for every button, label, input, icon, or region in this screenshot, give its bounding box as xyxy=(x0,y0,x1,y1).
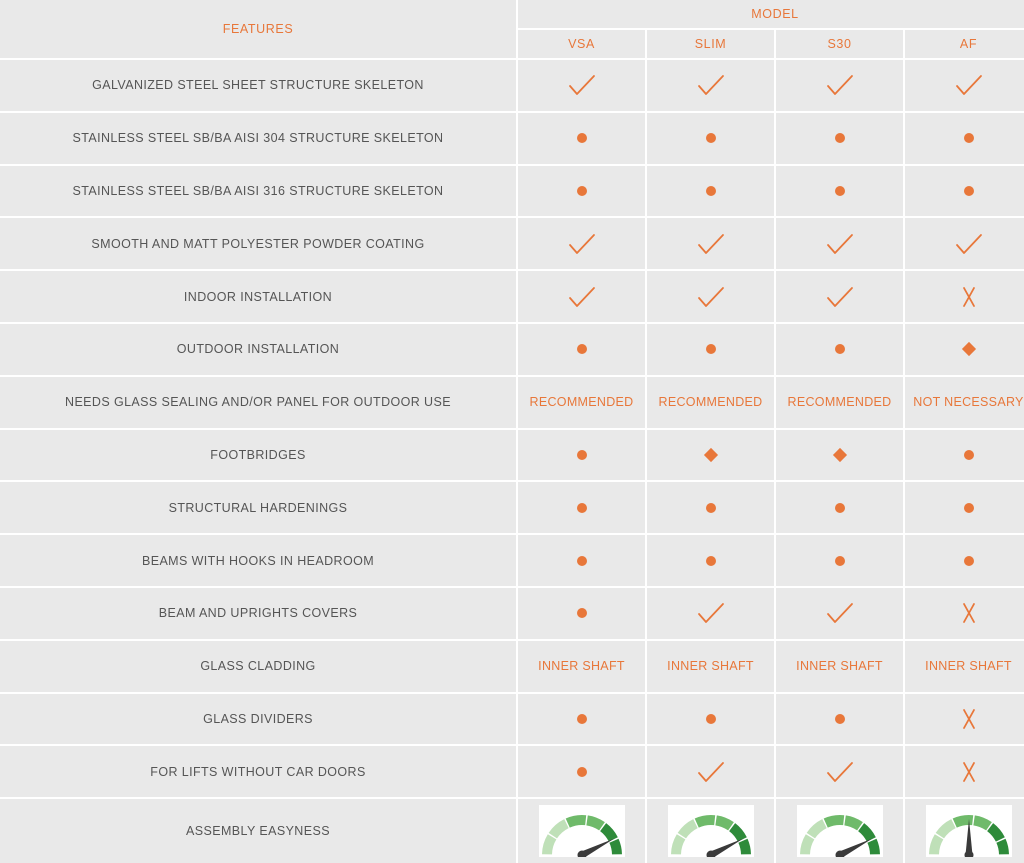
value-text: RECOMMENDED xyxy=(529,395,634,410)
check-icon xyxy=(567,73,597,97)
check-icon xyxy=(825,285,855,309)
value-cell-slim xyxy=(647,694,774,745)
feature-label: GLASS CLADDING xyxy=(0,641,516,692)
dot-icon xyxy=(835,556,845,566)
value-cell-vsa xyxy=(518,324,645,375)
check-icon xyxy=(567,285,597,309)
check-icon xyxy=(696,760,726,784)
gauge-icon xyxy=(668,805,754,857)
value-text: INNER SHAFT xyxy=(667,659,754,674)
dot-icon xyxy=(835,503,845,513)
dot-icon xyxy=(577,133,587,143)
feature-label: STAINLESS STEEL SB/BA AISI 304 STRUCTURE SKELETON xyxy=(0,113,516,164)
value-text: NOT NECESSARY xyxy=(913,395,1024,410)
value-cell-slim xyxy=(647,535,774,586)
value-cell-af xyxy=(905,113,1024,164)
feature-label: STAINLESS STEEL SB/BA AISI 316 STRUCTURE SKELETON xyxy=(0,166,516,217)
value-cell-af xyxy=(905,271,1024,322)
dot-icon xyxy=(835,714,845,724)
value-cell-s30 xyxy=(776,535,903,586)
check-icon xyxy=(825,601,855,625)
value-cell-vsa xyxy=(518,641,645,692)
value-cell-s30 xyxy=(776,430,903,481)
value-cell-slim xyxy=(647,60,774,111)
value-cell-af xyxy=(905,377,1024,428)
dot-icon xyxy=(706,186,716,196)
value-cell-af xyxy=(905,482,1024,533)
feature-label: FOR LIFTS WITHOUT CAR DOORS xyxy=(0,746,516,797)
value-cell-af xyxy=(905,324,1024,375)
check-icon xyxy=(825,760,855,784)
value-cell-slim xyxy=(647,482,774,533)
value-cell-vsa xyxy=(518,694,645,745)
dot-icon xyxy=(577,556,587,566)
value-cell-af xyxy=(905,799,1024,863)
cross-icon xyxy=(961,601,977,625)
value-cell-vsa xyxy=(518,113,645,164)
model-slim-header: SLIM xyxy=(647,30,774,58)
dot-icon xyxy=(577,344,587,354)
feature-label: OUTDOOR INSTALLATION xyxy=(0,324,516,375)
value-cell-slim xyxy=(647,113,774,164)
value-cell-slim xyxy=(647,588,774,639)
check-icon xyxy=(954,73,984,97)
dot-icon xyxy=(706,344,716,354)
gauge-icon xyxy=(539,805,625,857)
value-text: RECOMMENDED xyxy=(658,395,763,410)
dot-icon xyxy=(577,608,587,618)
value-cell-s30 xyxy=(776,694,903,745)
features-header: FEATURES xyxy=(0,0,516,58)
cross-icon xyxy=(961,285,977,309)
value-cell-slim xyxy=(647,799,774,863)
dot-icon xyxy=(964,503,974,513)
value-cell-af xyxy=(905,60,1024,111)
value-cell-af xyxy=(905,588,1024,639)
value-text: INNER SHAFT xyxy=(796,659,883,674)
dot-icon xyxy=(706,503,716,513)
value-cell-vsa xyxy=(518,746,645,797)
check-icon xyxy=(696,601,726,625)
diamond-icon xyxy=(703,448,717,462)
feature-label: BEAM AND UPRIGHTS COVERS xyxy=(0,588,516,639)
dot-icon xyxy=(964,556,974,566)
diamond-icon xyxy=(961,342,975,356)
dot-icon xyxy=(706,714,716,724)
value-cell-vsa xyxy=(518,535,645,586)
value-cell-s30 xyxy=(776,588,903,639)
check-icon xyxy=(825,73,855,97)
check-icon xyxy=(954,232,984,256)
value-cell-vsa xyxy=(518,377,645,428)
dot-icon xyxy=(577,450,587,460)
value-cell-slim xyxy=(647,218,774,269)
dot-icon xyxy=(835,133,845,143)
dot-icon xyxy=(964,133,974,143)
dot-icon xyxy=(577,186,587,196)
value-cell-af xyxy=(905,218,1024,269)
value-text: INNER SHAFT xyxy=(538,659,625,674)
value-cell-af xyxy=(905,535,1024,586)
value-cell-vsa xyxy=(518,166,645,217)
model-vsa-header: VSA xyxy=(518,30,645,58)
value-cell-slim xyxy=(647,430,774,481)
value-cell-s30 xyxy=(776,377,903,428)
check-icon xyxy=(696,285,726,309)
dot-icon xyxy=(964,186,974,196)
dot-icon xyxy=(706,556,716,566)
value-cell-s30 xyxy=(776,799,903,863)
check-icon xyxy=(825,232,855,256)
dot-icon xyxy=(835,344,845,354)
check-icon xyxy=(696,232,726,256)
gauge-icon xyxy=(926,805,1012,857)
feature-label: GALVANIZED STEEL SHEET STRUCTURE SKELETON xyxy=(0,60,516,111)
feature-label: BEAMS WITH HOOKS IN HEADROOM xyxy=(0,535,516,586)
value-cell-s30 xyxy=(776,218,903,269)
dot-icon xyxy=(577,767,587,777)
cross-icon xyxy=(961,760,977,784)
value-cell-slim xyxy=(647,641,774,692)
value-cell-vsa xyxy=(518,799,645,863)
feature-label: STRUCTURAL HARDENINGS xyxy=(0,482,516,533)
value-cell-vsa xyxy=(518,430,645,481)
value-cell-af xyxy=(905,430,1024,481)
dot-icon xyxy=(706,133,716,143)
gauge-wrapper xyxy=(539,805,625,857)
value-cell-s30 xyxy=(776,324,903,375)
value-cell-slim xyxy=(647,746,774,797)
value-cell-s30 xyxy=(776,166,903,217)
value-cell-af xyxy=(905,641,1024,692)
gauge-wrapper xyxy=(668,805,754,857)
dot-icon xyxy=(577,714,587,724)
value-cell-af xyxy=(905,166,1024,217)
check-icon xyxy=(567,232,597,256)
value-cell-s30 xyxy=(776,746,903,797)
dot-icon xyxy=(577,503,587,513)
gauge-wrapper xyxy=(926,805,1012,857)
dot-icon xyxy=(964,450,974,460)
model-header: MODEL xyxy=(518,0,1024,28)
value-cell-vsa xyxy=(518,482,645,533)
model-s30-header: S30 xyxy=(776,30,903,58)
value-cell-s30 xyxy=(776,113,903,164)
value-cell-slim xyxy=(647,166,774,217)
diamond-icon xyxy=(832,448,846,462)
value-cell-vsa xyxy=(518,271,645,322)
feature-label: NEEDS GLASS SEALING AND/OR PANEL FOR OUTDOOR USE xyxy=(0,377,516,428)
value-cell-vsa xyxy=(518,60,645,111)
value-cell-slim xyxy=(647,377,774,428)
value-text: RECOMMENDED xyxy=(787,395,892,410)
cross-icon xyxy=(961,707,977,731)
dot-icon xyxy=(835,186,845,196)
value-cell-s30 xyxy=(776,482,903,533)
feature-label: INDOOR INSTALLATION xyxy=(0,271,516,322)
model-af-header: AF xyxy=(905,30,1024,58)
gauge-icon xyxy=(797,805,883,857)
feature-label: GLASS DIVIDERS xyxy=(0,694,516,745)
feature-label: ASSEMBLY EASYNESS xyxy=(0,799,516,863)
feature-label: SMOOTH AND MATT POLYESTER POWDER COATING xyxy=(0,218,516,269)
value-cell-s30 xyxy=(776,271,903,322)
feature-label: FOOTBRIDGES xyxy=(0,430,516,481)
value-cell-s30 xyxy=(776,60,903,111)
value-cell-vsa xyxy=(518,218,645,269)
value-cell-s30 xyxy=(776,641,903,692)
value-cell-af xyxy=(905,746,1024,797)
value-cell-vsa xyxy=(518,588,645,639)
value-cell-slim xyxy=(647,271,774,322)
check-icon xyxy=(696,73,726,97)
value-text: INNER SHAFT xyxy=(925,659,1012,674)
value-cell-af xyxy=(905,694,1024,745)
value-cell-slim xyxy=(647,324,774,375)
gauge-wrapper xyxy=(797,805,883,857)
